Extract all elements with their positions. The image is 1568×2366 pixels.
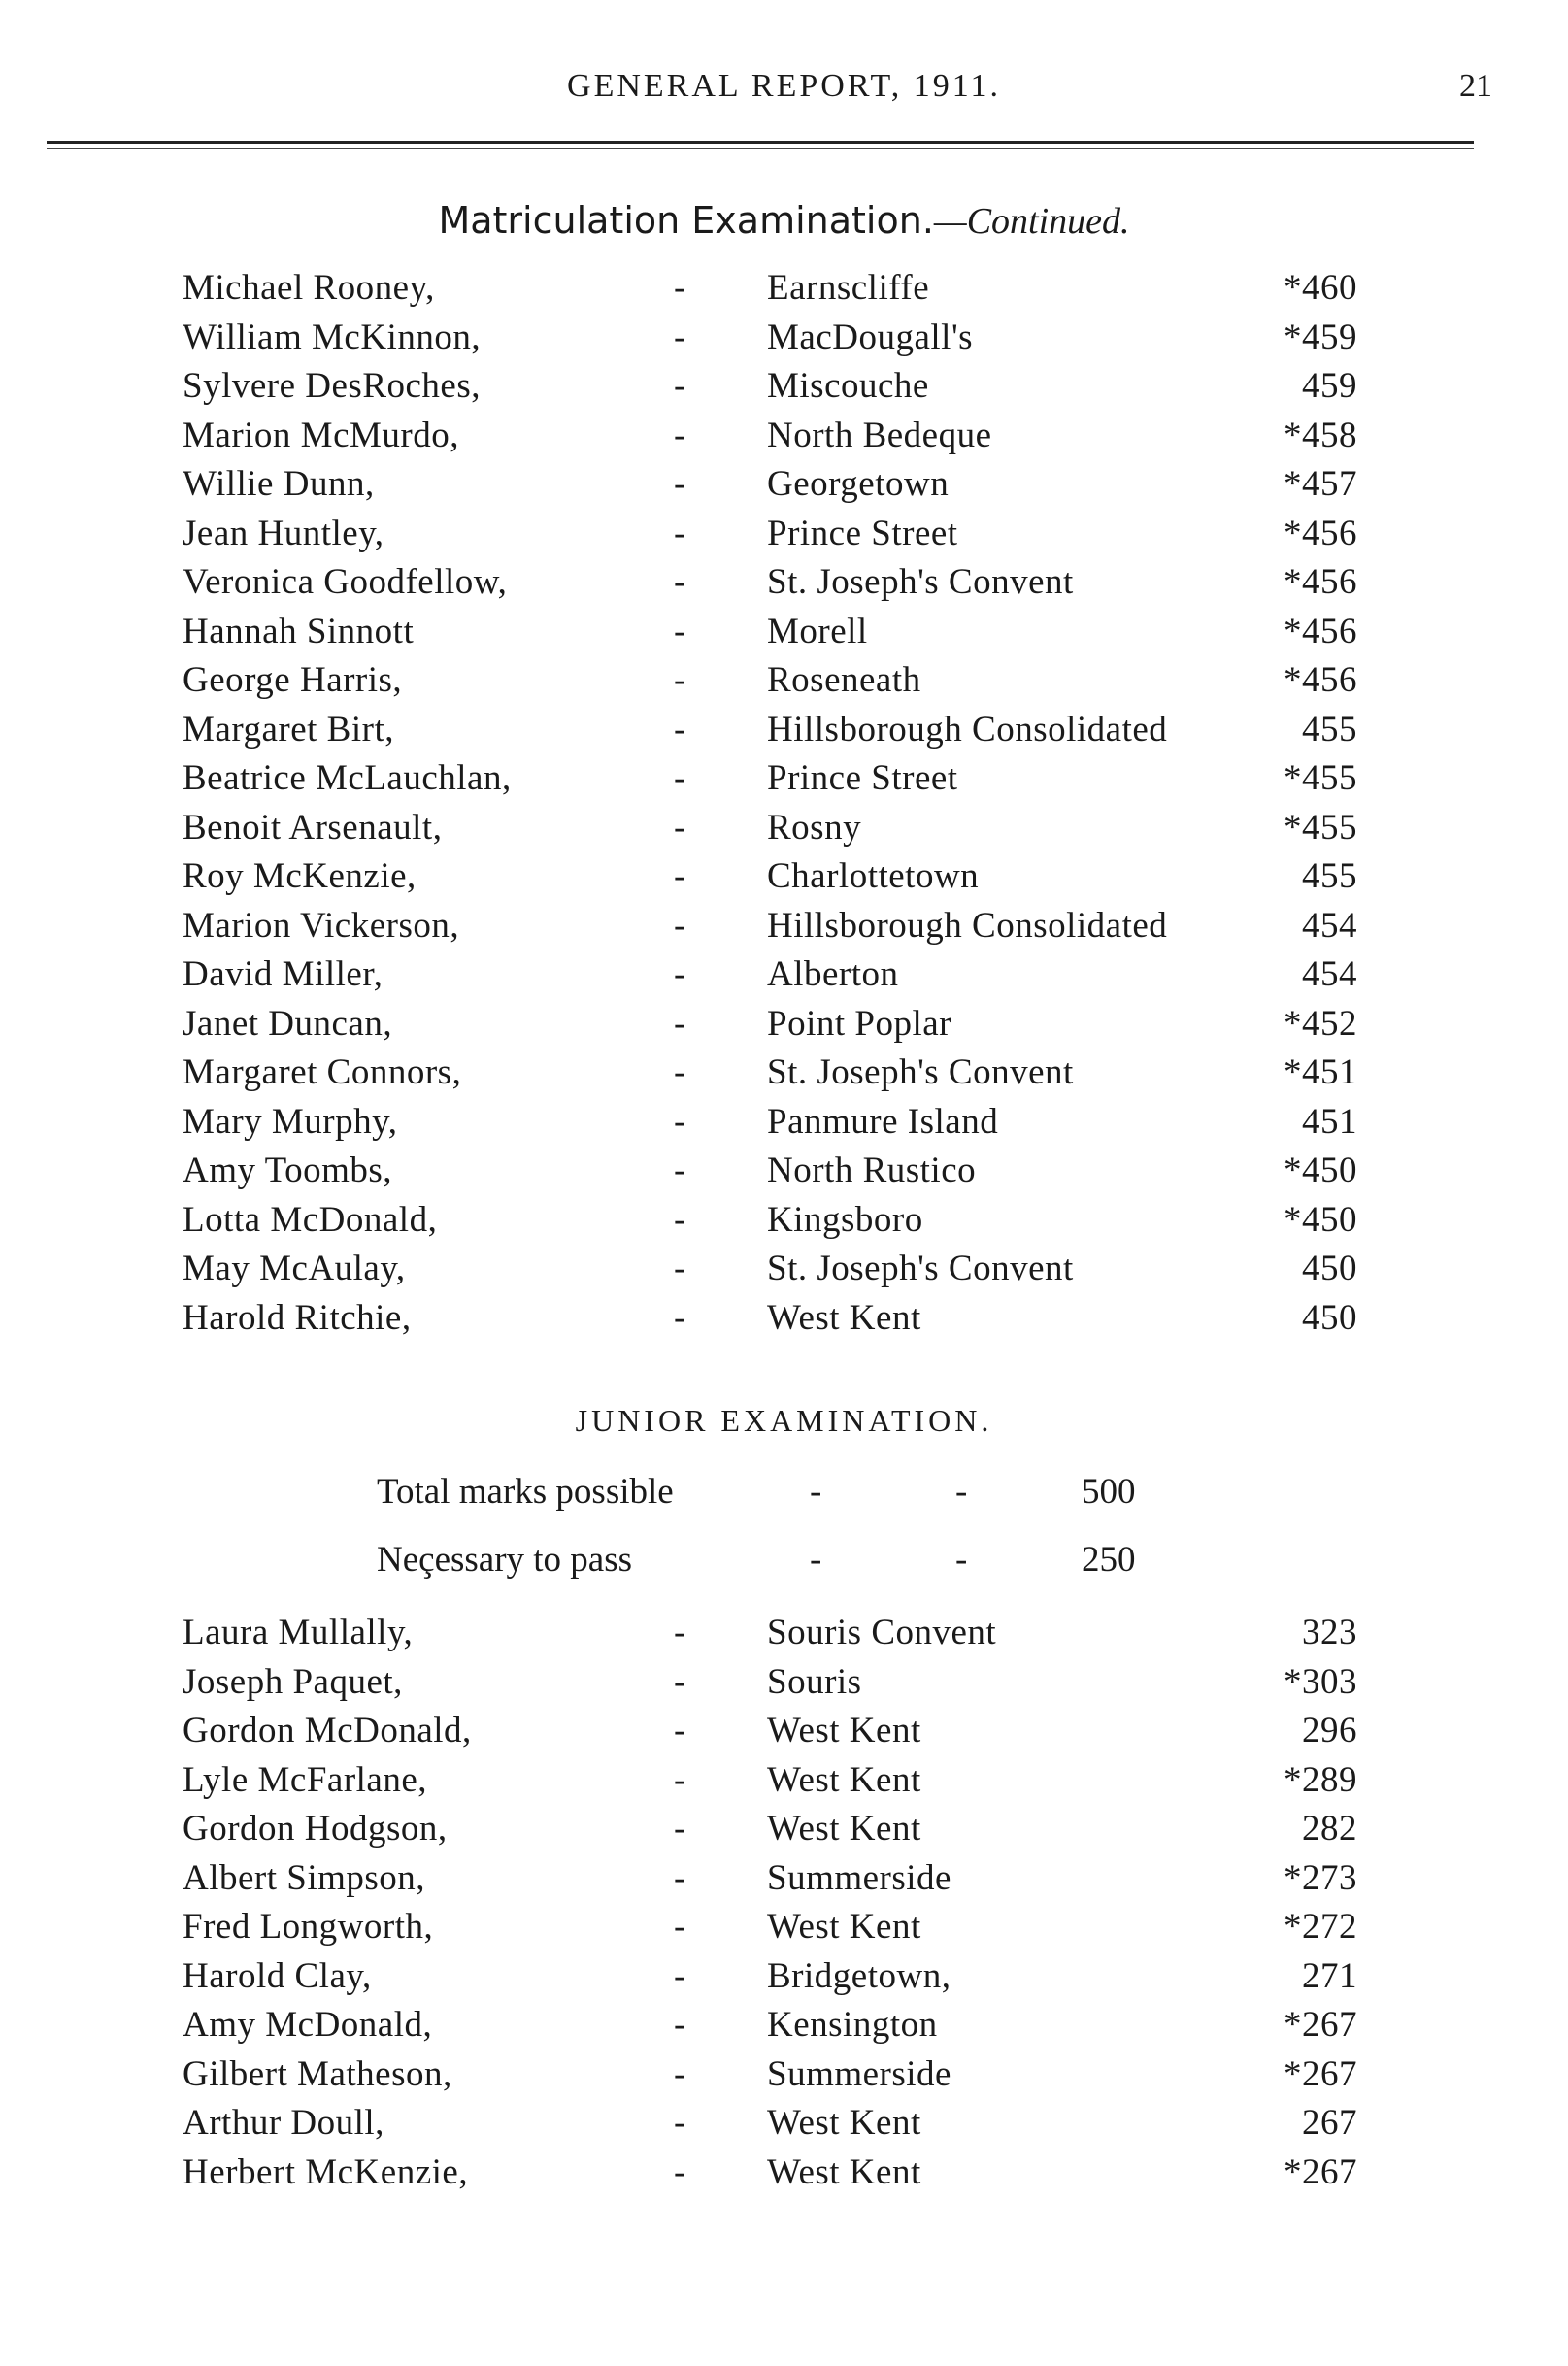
student-name: Margaret Connors, (183, 1052, 462, 1092)
school-name: Souris (767, 1661, 862, 1702)
dash: - (810, 1540, 822, 1580)
dash: - (674, 2103, 686, 2143)
student-name: Lotta McDonald, (183, 1199, 438, 1240)
school-name: North Bedeque (767, 415, 992, 455)
matriculation-row (0, 561, 1568, 610)
dash: - (674, 1052, 686, 1092)
matriculation-row (0, 709, 1568, 757)
dash: - (674, 268, 686, 308)
student-name: Mary Murphy, (183, 1101, 398, 1142)
page-number: 21 (1459, 68, 1492, 104)
student-name: Marion Vickerson, (183, 905, 460, 946)
school-name: Summerside (767, 1857, 951, 1898)
score: *457 (1284, 464, 1357, 504)
school-name: Kingsboro (767, 1199, 923, 1240)
dash: - (810, 1472, 822, 1512)
student-name: Herbert McKenzie, (183, 2151, 469, 2192)
dash: - (674, 1297, 686, 1338)
student-name: Jean Huntley, (183, 513, 384, 553)
dash: - (674, 1003, 686, 1044)
junior-row (0, 1710, 1568, 1758)
school-name: Souris Convent (767, 1613, 997, 1652)
student-name: Harold Ritchie, (183, 1297, 412, 1338)
dash: - (674, 660, 686, 700)
dash: - (674, 1711, 686, 1750)
matriculation-row (0, 905, 1568, 953)
total-marks-row (0, 1471, 1568, 1519)
dash: - (674, 1955, 686, 1996)
school-name: West Kent (767, 1907, 921, 1947)
student-name: Roy McKenzie, (183, 856, 417, 896)
student-name: Albert Simpson, (183, 1857, 426, 1898)
student-name: Hannah Sinnott (183, 611, 415, 651)
dash: - (674, 1101, 686, 1142)
school-name: Georgetown (767, 464, 950, 504)
score: *459 (1284, 317, 1357, 357)
matriculation-row (0, 267, 1568, 316)
score: *452 (1284, 1003, 1357, 1044)
matriculation-row (0, 513, 1568, 561)
dash: - (674, 905, 686, 946)
score: 454 (1302, 954, 1357, 994)
score: 455 (1302, 856, 1357, 896)
dash: - (674, 709, 686, 750)
dash: - (674, 1199, 686, 1240)
school-name: West Kent (767, 2103, 921, 2143)
student-name: Marion McMurdo, (183, 415, 459, 455)
score: 454 (1302, 905, 1357, 946)
matriculation-row (0, 1297, 1568, 1346)
dash: - (674, 366, 686, 406)
student-name: Arthur Doull, (183, 2103, 384, 2143)
school-name: Rosny (767, 807, 862, 848)
school-name: West Kent (767, 2151, 921, 2192)
school-name: West Kent (767, 1711, 921, 1750)
junior-row (0, 1759, 1568, 1808)
dash: - (674, 2053, 686, 2094)
school-name: Earnscliffe (767, 268, 930, 308)
score: *455 (1284, 807, 1357, 848)
student-name: Veronica Goodfellow, (183, 562, 508, 602)
school-name: Roseneath (767, 660, 921, 700)
score: *267 (1284, 2053, 1357, 2094)
matriculation-row (0, 1150, 1568, 1198)
school-name: West Kent (767, 1297, 921, 1338)
dash: - (674, 1661, 686, 1702)
junior-row (0, 2053, 1568, 2102)
dash: - (955, 1472, 968, 1512)
student-name: Beatrice McLauchlan, (183, 758, 512, 798)
score: *456 (1284, 513, 1357, 553)
student-name: Harold Clay, (183, 1955, 372, 1996)
matriculation-title: Matriculation Examination. (438, 199, 934, 242)
school-name: Miscouche (767, 366, 929, 406)
school-name: Prince Street (767, 758, 958, 798)
student-name: Amy McDonald, (183, 2005, 433, 2045)
student-name: Fred Longworth, (183, 1907, 434, 1947)
score: 296 (1302, 1711, 1357, 1750)
dash: - (674, 1759, 686, 1800)
junior-row (0, 2151, 1568, 2200)
student-name: Willie Dunn, (183, 464, 375, 504)
score: *451 (1284, 1052, 1357, 1092)
school-name: St. Joseph's Convent (767, 1052, 1074, 1092)
score: 323 (1302, 1613, 1357, 1652)
school-name: Point Poplar (767, 1003, 951, 1044)
junior-row (0, 1955, 1568, 2004)
score: 282 (1302, 1809, 1357, 1849)
page-header (0, 68, 1568, 117)
pass-marks-value: 250 (1082, 1540, 1136, 1580)
dash: - (955, 1540, 968, 1580)
matriculation-row (0, 757, 1568, 806)
score: *456 (1284, 611, 1357, 651)
student-name: Laura Mullally, (183, 1613, 414, 1652)
score: *303 (1284, 1661, 1357, 1702)
score: *460 (1284, 268, 1357, 308)
junior-heading: JUNIOR EXAMINATION. (575, 1403, 993, 1438)
school-name: North Rustico (767, 1150, 977, 1190)
student-name: Amy Toombs, (183, 1150, 393, 1190)
student-name: Margaret Birt, (183, 709, 394, 750)
junior-row (0, 1661, 1568, 1710)
score: 455 (1302, 709, 1357, 750)
matriculation-row (0, 365, 1568, 414)
student-name: David Miller, (183, 954, 384, 994)
pass-marks-row (0, 1539, 1568, 1587)
school-name: Hillsborough Consolidated (767, 709, 1168, 750)
dash: - (674, 317, 686, 357)
score: 459 (1302, 366, 1357, 406)
dash: - (674, 758, 686, 798)
score: *456 (1284, 660, 1357, 700)
header-rule (47, 141, 1474, 149)
matriculation-row (0, 1199, 1568, 1248)
school-name: Morell (767, 611, 868, 651)
score: 450 (1302, 1297, 1357, 1338)
score: *456 (1284, 562, 1357, 602)
student-name: Michael Rooney, (183, 268, 435, 308)
student-name: Gordon Hodgson, (183, 1809, 448, 1849)
school-name: Hillsborough Consolidated (767, 905, 1168, 946)
dash: - (674, 2005, 686, 2045)
matriculation-row (0, 807, 1568, 855)
junior-row (0, 1612, 1568, 1660)
junior-row (0, 1906, 1568, 1954)
matriculation-row (0, 1003, 1568, 1051)
dash: - (674, 807, 686, 848)
school-name: St. Joseph's Convent (767, 1249, 1074, 1288)
score: *455 (1284, 758, 1357, 798)
student-name: William McKinnon, (183, 317, 482, 357)
matriculation-row (0, 1051, 1568, 1100)
student-name: Gordon McDonald, (183, 1711, 472, 1750)
matriculation-row (0, 317, 1568, 365)
student-name: Lyle McFarlane, (183, 1759, 428, 1800)
student-name: May McAulay, (183, 1249, 406, 1288)
dash: - (674, 611, 686, 651)
school-name: Panmure Island (767, 1101, 999, 1142)
score: *267 (1284, 2005, 1357, 2045)
score: *450 (1284, 1150, 1357, 1190)
dash: - (674, 562, 686, 602)
score: *267 (1284, 2151, 1357, 2192)
score: *289 (1284, 1759, 1357, 1800)
continued-label: —Continued. (933, 201, 1130, 242)
score: 451 (1302, 1101, 1357, 1142)
school-name: St. Joseph's Convent (767, 562, 1074, 602)
matriculation-row (0, 1248, 1568, 1296)
student-name: George Harris, (183, 660, 403, 700)
junior-row (0, 2004, 1568, 2052)
junior-row (0, 1808, 1568, 1856)
matriculation-row (0, 463, 1568, 512)
school-name: West Kent (767, 1809, 921, 1849)
school-name: West Kent (767, 1759, 921, 1800)
junior-row (0, 1857, 1568, 1906)
score: *272 (1284, 1907, 1357, 1947)
matriculation-heading (0, 199, 1568, 243)
dash: - (674, 1613, 686, 1652)
student-name: Gilbert Matheson, (183, 2053, 452, 2094)
pass-marks-label: Neçessary to pass (377, 1540, 633, 1580)
matriculation-row (0, 855, 1568, 904)
school-name: Summerside (767, 2053, 951, 2094)
matriculation-row (0, 953, 1568, 1002)
student-name: Benoit Arsenault, (183, 807, 443, 848)
score: *273 (1284, 1857, 1357, 1898)
score: 450 (1302, 1249, 1357, 1288)
dash: - (674, 1857, 686, 1898)
student-name: Janet Duncan, (183, 1003, 393, 1044)
dash: - (674, 856, 686, 896)
dash: - (674, 415, 686, 455)
total-marks-value: 500 (1082, 1472, 1136, 1512)
score: *458 (1284, 415, 1357, 455)
matriculation-row (0, 415, 1568, 463)
dash: - (674, 1249, 686, 1288)
dash: - (674, 1809, 686, 1849)
student-name: Sylvere DesRoches, (183, 366, 481, 406)
matriculation-row (0, 611, 1568, 659)
score: 267 (1302, 2103, 1357, 2143)
dash: - (674, 513, 686, 553)
junior-row (0, 2102, 1568, 2150)
matriculation-row (0, 1101, 1568, 1150)
page-title: GENERAL REPORT, 1911. (567, 68, 1001, 104)
school-name: Charlottetown (767, 856, 980, 896)
score: *450 (1284, 1199, 1357, 1240)
matriculation-row (0, 659, 1568, 708)
dash: - (674, 1150, 686, 1190)
school-name: Bridgetown, (767, 1955, 951, 1996)
school-name: Kensington (767, 2005, 938, 2045)
student-name: Joseph Paquet, (183, 1661, 403, 1702)
school-name: Alberton (767, 954, 899, 994)
dash: - (674, 1907, 686, 1947)
total-marks-label: Total marks possible (377, 1472, 674, 1512)
school-name: Prince Street (767, 513, 958, 553)
school-name: MacDougall's (767, 317, 974, 357)
dash: - (674, 464, 686, 504)
dash: - (674, 954, 686, 994)
dash: - (674, 2151, 686, 2192)
score: 271 (1302, 1955, 1357, 1996)
